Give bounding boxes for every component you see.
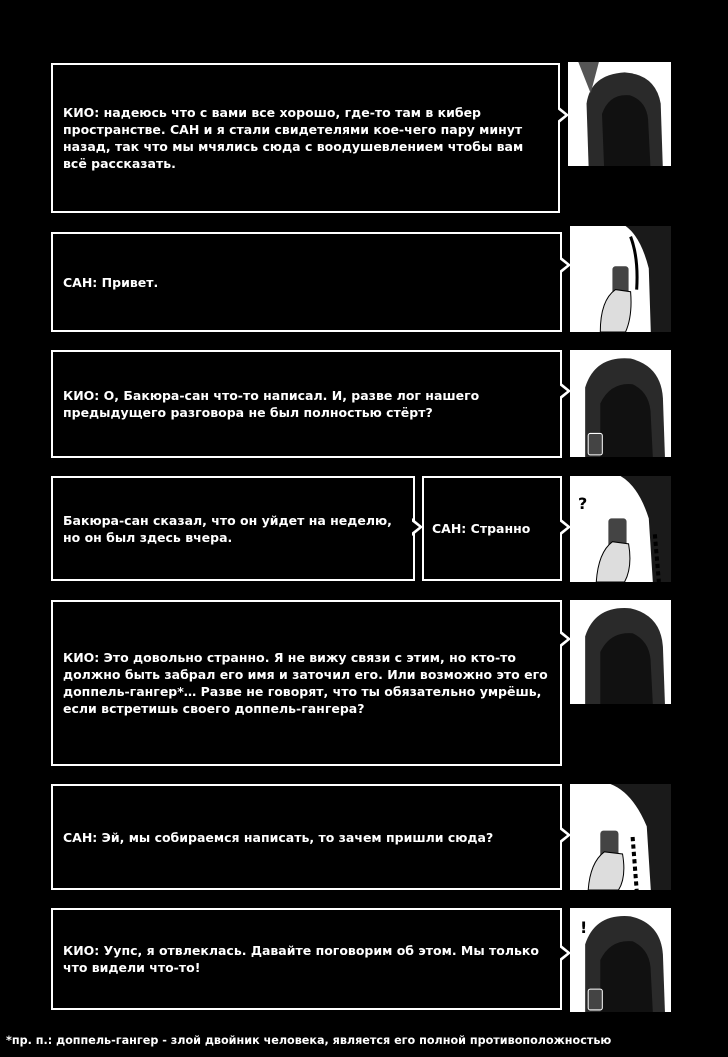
kio-hooded-avatar-icon <box>570 350 671 457</box>
question-mark: ? <box>578 494 588 513</box>
chat-bubble-7 <box>51 908 562 1010</box>
kio-hooded-avatar-icon <box>570 600 671 704</box>
chat-text-1: КИО: надеюсь что с вами все хорошо, где-то там в кибер пространстве. САН и я стали свидетелями кое-чего пару минут назад, так что мы мчялись сюда с воодушевлением чтобы вам всё рассказать. <box>63 105 524 171</box>
chat-text-4-side: САН: Странно <box>432 521 531 536</box>
chat-text-2: САН: Привет. <box>63 274 159 290</box>
chat-text-7: КИО: Уупс, я отвлеклась. Давайте поговорим об этом. Мы только что видели что-то! <box>63 943 539 975</box>
translator-footnote: *пр. п.: доппель-гангер - злой двойник человека, является его полной противоположностью <box>6 1034 612 1047</box>
chat-bubble-4 <box>51 476 415 581</box>
chat-bubble-1 <box>51 63 560 213</box>
exclamation-mark: ! <box>580 918 588 937</box>
chat-bubble-4-side <box>422 476 562 581</box>
kio-hooded-avatar-icon <box>570 908 671 1012</box>
chat-text-6: САН: Эй, мы собираемся написать, то зачем пришли сюда? <box>63 829 494 845</box>
chat-text-4: Бакюра-сан сказал, что он уйдет на неделю, но он был здесь вчера. <box>63 512 392 545</box>
chat-bubble-5 <box>51 600 562 766</box>
chat-bubble-3 <box>51 350 562 458</box>
san-phone-avatar-icon <box>570 226 671 332</box>
kio-hooded-avatar-icon <box>568 62 671 166</box>
san-phone-avatar-icon <box>570 476 671 582</box>
san-phone-avatar-icon <box>570 784 671 890</box>
chat-text-3: КИО: О, Бакюра-сан что-то написал. И, разве лог нашего предыдущего разговора не был полностью стёрт? <box>63 388 480 420</box>
chat-bubble-2 <box>51 232 562 332</box>
chat-text-5: КИО: Это довольно странно. Я не вижу связи с этим, но кто-то должно быть забрал его имя и заточил его. Или возможно это его доппель-гангер*… Разве не говорят, что ты обязательно умрёшь, если встретишь своего доппель-гангера? <box>63 650 548 716</box>
chat-bubble-6 <box>51 784 562 890</box>
